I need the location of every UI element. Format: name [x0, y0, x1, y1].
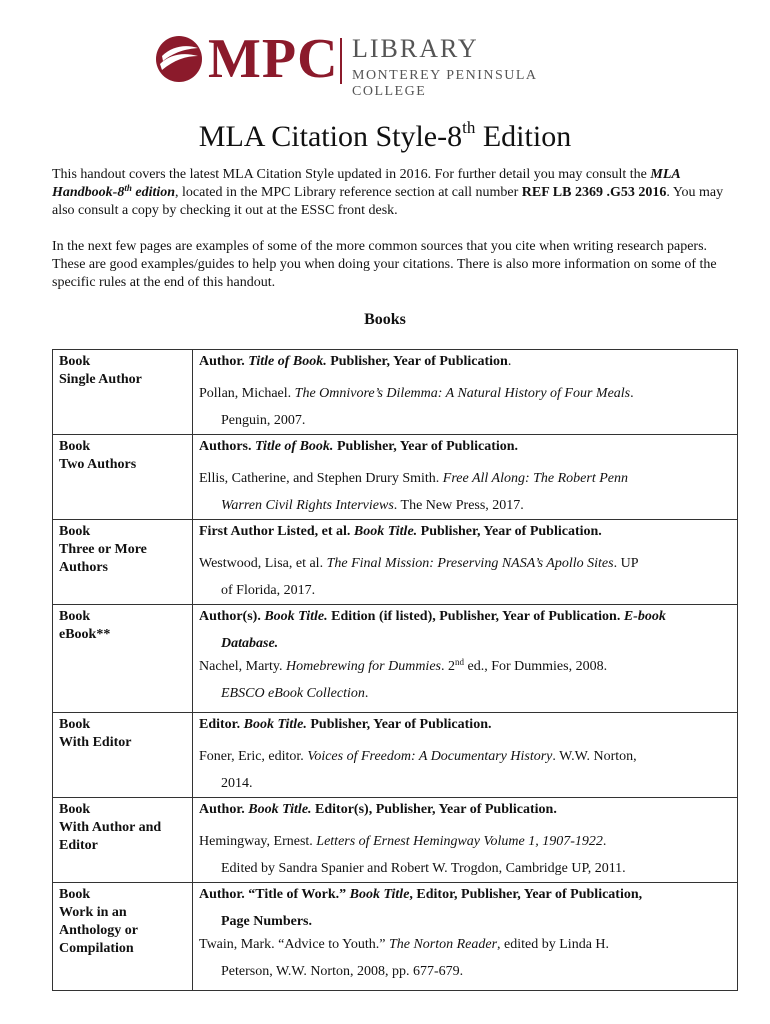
source-type-cell	[53, 350, 193, 435]
citation-text: Editor(s), Publisher, Year of Publication.	[311, 802, 557, 817]
citation-cell	[193, 520, 738, 605]
source-type-label: Book	[59, 354, 91, 369]
citation-text: .	[364, 686, 369, 701]
citation-text: Ellis, Catherine, and Stephen Drury Smith.	[199, 471, 443, 486]
citation-text: Editor.	[199, 717, 244, 732]
citation-text: ed., For Dummies, 2008.	[463, 659, 608, 674]
source-type-label: Book	[59, 439, 91, 454]
logo-library-text: LIBRARY	[352, 34, 479, 63]
citation-example	[199, 465, 731, 519]
citation-example-line	[199, 653, 731, 680]
source-type-label: With Editor	[59, 735, 132, 750]
table-row	[53, 435, 738, 520]
citation-text: . The New Press, 2017.	[393, 498, 524, 513]
citation-example-line	[199, 828, 731, 855]
citation-text: Peterson, W.W. Norton, 2008, pp. 677-679.	[221, 964, 464, 979]
citation-text: Hemingway, Ernest.	[199, 834, 317, 849]
call-number: REF LB 2369 .G53 2016	[521, 185, 667, 200]
citation-format-rule	[199, 886, 731, 904]
citation-format-rule	[199, 801, 731, 819]
citation-text: nd	[454, 657, 464, 667]
citation-text: EBSCO eBook Collection	[221, 686, 365, 701]
citation-text: Book Title	[349, 887, 410, 902]
citation-example	[199, 550, 731, 604]
citation-example-line	[199, 492, 731, 519]
table-row	[53, 605, 738, 713]
intro-paragraph-1	[52, 166, 732, 220]
citation-format-rule	[199, 913, 731, 931]
library-logo	[154, 28, 604, 99]
citation-text: . 2	[440, 659, 455, 674]
table-row	[53, 713, 738, 798]
citation-cell	[193, 605, 738, 713]
logo-divider	[340, 38, 342, 84]
section-heading: Books	[364, 311, 406, 328]
citation-example-line	[199, 855, 731, 882]
citation-text: , edited by Linda H.	[497, 937, 610, 952]
citation-example-line	[199, 680, 731, 707]
source-type-label: Authors	[59, 560, 109, 575]
citation-example-line	[199, 931, 731, 958]
citation-text: Authors.	[199, 439, 256, 454]
citation-text: Pollan, Michael.	[199, 386, 295, 401]
source-type-cell	[53, 798, 193, 883]
title-after: Edition	[475, 120, 572, 153]
citation-example-line	[199, 407, 731, 434]
source-type-label: Compilation	[59, 941, 134, 956]
source-type-label: With Author and	[59, 820, 162, 835]
citation-text: Database.	[221, 636, 279, 651]
citation-text: Title of Book.	[248, 354, 327, 369]
citation-text: Book Title.	[353, 524, 418, 539]
citation-text: The Omnivore’s Dilemma: A Natural History of Four Meals	[294, 386, 631, 401]
source-type-cell	[53, 520, 193, 605]
citation-text: The Final Mission: Preserving NASA’s Apollo Sites	[326, 556, 614, 571]
citation-text: Twain, Mark. “Advice to Youth.”	[199, 937, 389, 952]
intro-text: , located in the MPC Library reference section at call number	[175, 185, 522, 200]
citation-format-rule	[199, 608, 731, 626]
citation-cell	[193, 350, 738, 435]
citation-cell	[193, 713, 738, 798]
source-type-label: Single Author	[59, 372, 142, 387]
intro-paragraph-2: In the next few pages are examples of some of the more common sources that you cite when writing research papers. These are good examples/guides to help you when doing your citations. There is also more information on some of the specific rules at the end of this handout.	[52, 239, 717, 290]
handbook-title: MLA Handbook-8	[52, 167, 680, 200]
citation-text: Edited by Sandra Spanier and Robert W. Trogdon, Cambridge UP, 2011.	[221, 861, 626, 876]
citation-text: The Norton Reader	[388, 937, 498, 952]
logo-college-text: MONTEREY PENINSULA COLLEGE	[352, 68, 537, 99]
source-type-label: Anthology or	[59, 923, 138, 938]
source-type-label: Work in an	[59, 905, 127, 920]
source-type-label: Book	[59, 609, 91, 624]
citation-format-rule	[199, 353, 731, 371]
source-type-cell	[53, 883, 193, 991]
citation-text: Penguin, 2007.	[221, 413, 306, 428]
citation-text: Nachel, Marty.	[199, 659, 286, 674]
citation-text: Book Title.	[243, 717, 307, 732]
citation-text: Book Title.	[248, 802, 312, 817]
citation-text: .	[602, 834, 607, 849]
citation-example-line	[199, 465, 731, 492]
intro-text: . You may also consult a copy by checking it out at the ESSC front desk.	[52, 185, 724, 218]
source-type-label: Book	[59, 802, 91, 817]
citation-text: Edition (if listed), Publisher, Year of Publication.	[327, 609, 624, 624]
citation-text: Publisher, Year of Publication.	[333, 439, 519, 454]
citation-text: of Florida, 2017.	[221, 583, 316, 598]
citation-text: .	[507, 354, 512, 369]
citation-example-line	[199, 577, 731, 604]
citation-text: Book Title.	[264, 609, 328, 624]
source-type-label: eBook**	[59, 627, 111, 642]
citation-cell	[193, 798, 738, 883]
source-type-label: Book	[59, 887, 91, 902]
citation-example-line	[199, 770, 731, 797]
source-type-cell	[53, 435, 193, 520]
source-type-cell	[53, 713, 193, 798]
source-type-label: Editor	[59, 838, 98, 853]
citation-text: Author(s).	[199, 609, 265, 624]
intro-text: This handout covers the latest MLA Citation Style updated in 2016. For further detail you may consult the	[52, 167, 651, 182]
citation-text: First Author Listed, et al.	[199, 524, 354, 539]
citation-format-rule	[199, 438, 731, 456]
handbook-edition: edition	[131, 185, 176, 200]
citation-format-rule	[199, 523, 731, 541]
title-main: MLA Citation Style-8	[198, 120, 463, 153]
citation-example	[199, 743, 731, 797]
logo-mpc-text: MPC	[208, 28, 339, 90]
citation-text: Warren Civil Rights Interviews	[221, 498, 394, 513]
table-row	[53, 350, 738, 435]
citation-text: .	[630, 386, 634, 401]
citation-cell	[193, 435, 738, 520]
citation-text: . UP	[613, 556, 639, 571]
citation-example	[199, 828, 731, 882]
citation-text: Publisher, Year of Publication	[326, 354, 508, 369]
citation-text: Author.	[199, 802, 249, 817]
citation-text: Author.	[199, 354, 249, 369]
citation-example-line	[199, 380, 731, 407]
table-row	[53, 798, 738, 883]
citation-example-line	[199, 958, 731, 985]
source-type-label: Book	[59, 717, 91, 732]
source-type-label: Two Authors	[59, 457, 137, 472]
citation-text: Publisher, Year of Publication.	[306, 717, 492, 732]
citation-example-line	[199, 550, 731, 577]
handbook-sup: th	[124, 183, 132, 193]
citation-text: Voices of Freedom: A Documentary History	[307, 749, 553, 764]
citation-example	[199, 653, 731, 707]
citation-table	[52, 349, 738, 991]
title-sup: th	[462, 118, 476, 137]
citation-format-rule	[199, 635, 731, 653]
citation-text: Free All Along: The Robert Penn	[442, 471, 629, 486]
table-row	[53, 883, 738, 991]
source-type-label: Book	[59, 524, 91, 539]
citation-text: Homebrewing for Dummies	[285, 659, 441, 674]
citation-text: Westwood, Lisa, et al.	[199, 556, 327, 571]
mpc-seal-icon	[154, 34, 204, 84]
citation-text: Letters of Ernest Hemingway Volume 1, 1907-1922	[316, 834, 603, 849]
source-type-label: Three or More	[59, 542, 147, 557]
page-title	[0, 110, 770, 155]
source-type-cell	[53, 605, 193, 713]
citation-example-line	[199, 743, 731, 770]
citation-format-rule	[199, 716, 731, 734]
citation-text: Page Numbers.	[221, 914, 312, 929]
citation-text: Author. “Title of Work.”	[199, 887, 350, 902]
citation-text: , Editor, Publisher, Year of Publication,	[409, 887, 643, 902]
citation-example	[199, 931, 731, 985]
citation-text: Title of Book.	[255, 439, 334, 454]
table-row	[53, 520, 738, 605]
citation-text: E-book	[623, 609, 666, 624]
citation-text: Publisher, Year of Publication.	[417, 524, 602, 539]
citation-text: 2014.	[221, 776, 253, 791]
citation-example	[199, 380, 731, 434]
citation-text: Foner, Eric, editor.	[199, 749, 308, 764]
citation-text: . W.W. Norton,	[552, 749, 637, 764]
citation-cell	[193, 883, 738, 991]
